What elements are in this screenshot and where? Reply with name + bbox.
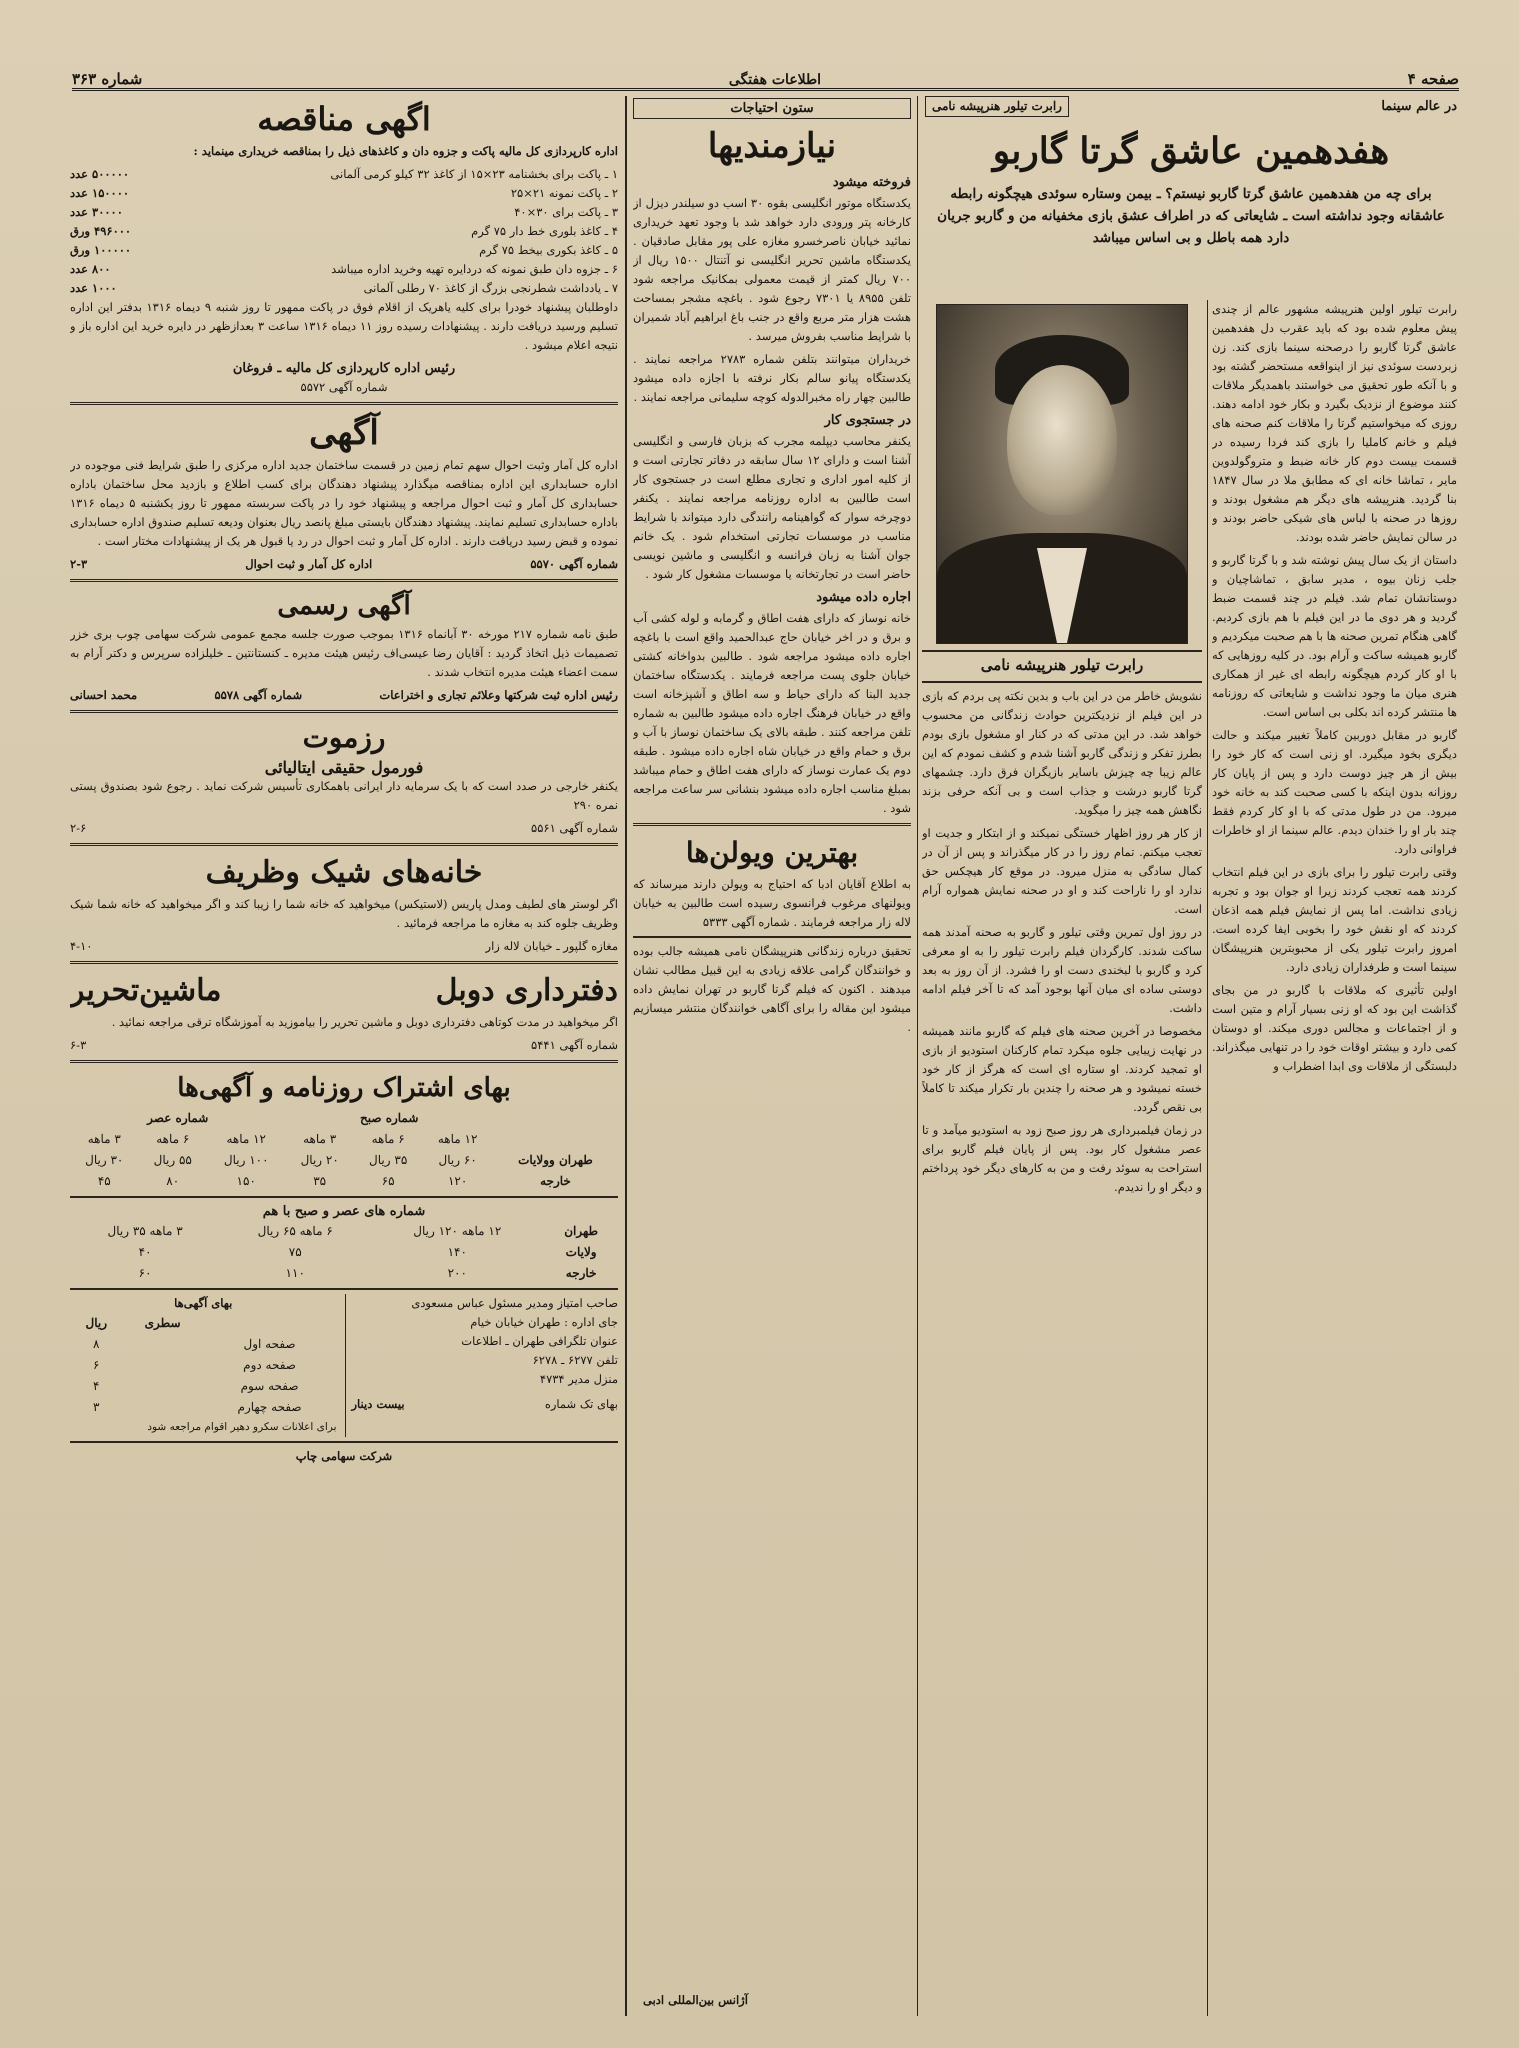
blank-cell (493, 1129, 618, 1150)
info-line: تلفن ۶۲۷۷ ـ ۶۲۷۸ (532, 1353, 618, 1367)
divider (70, 1060, 618, 1063)
tender-notice-number: شماره آگهی ۵۵۷۲ (300, 380, 388, 394)
printer-credit: شرکت سهامی چاپ (295, 1449, 393, 1463)
price-cell: ۵۵ ریال (153, 1153, 192, 1167)
typing-ad-title-right: دفترداری دوبل (435, 973, 618, 1008)
photo-face (1007, 365, 1117, 515)
rezmut-title: رزموت (302, 721, 386, 754)
price-cell: ۶۵ (381, 1174, 395, 1188)
price-cell: ۱۰۰ ریال (223, 1153, 269, 1167)
paragraph: گاربو در مقابل دوربین کاملاً تغییر میکند و حالت دیگری بخود میگیرد. او زنی است که کار خود را بیش از هر چیز دوست دارد و پس از پایان کار روزانه بدون اینکه با کسی صحبت کند به خانه خود میرود. من در طول مدتی که با او کار کردم فقط چند بار او را خندان دیدم. عالم سینما از او خاطرات فراوانی دارد. (1212, 728, 1457, 856)
official-notice-sign-right: رئیس اداره ثبت شرکتها وعلائم تجاری و اختراعات (379, 688, 618, 702)
ad-price-head-cell: ریال (85, 1316, 108, 1330)
tender-item-text: ۴ ـ کاغذ بلوری خط دار ۷۵ گرم (471, 224, 618, 238)
ad-price-cell: ۶ (93, 1358, 100, 1372)
tender-item-text: ۱ ـ پاکت برای بخشنامه ۲۳×۱۵ از کاغذ ۳۲ کیلو کرمی آلمانی (330, 167, 618, 181)
ad-page-cell: صفحه اول (243, 1337, 296, 1351)
paragraph: از کار هر روز اظهار خستگی نمیکند و از ابتکار و جدیت او تعجب میکنم. تمام روز را در کار میگذراند و پس از آن در کمال سادگی به منزل میرود. در موقع کار هیچکس حق ندارد او را ناراحت کند و او در صحنه نمایش همواره آرام است. (922, 826, 1202, 916)
price-cell: ۲۰ ریال (300, 1153, 339, 1167)
classifieds-title: نیازمندیها (707, 126, 837, 166)
official-notice-body: طبق نامه شماره ۲۱۷ مورخه ۳۰ آبانماه ۱۳۱۶ بموجب صورت جلسه مجمع عمومی شرکت سهامی چوب بری خزر تصمیمات ذیل اتخاذ گردید : آقایان رضا عیسی‌اف رئیس هیئت مدیره ـ کنستانتین ـ خلیلزاده سرپرس و دکتر آرام به سمت اعضاء هیئت مدیره انتخاب شدند . (70, 627, 618, 679)
houses-ad-title: خانه‌های شیک وظریف (205, 855, 483, 890)
houses-ad-sign: مغازه گلپور ـ خیابان لاله زار (485, 939, 618, 953)
tender-item-qty: ۱۰۰۰۰۰ ورق (70, 243, 132, 257)
period-row (70, 1129, 618, 1150)
rezmut-number: شماره آگهی ۵۵۶۱ (531, 821, 618, 835)
tender-item-qty: ۳۰۰۰۰ عدد (70, 205, 123, 219)
official-notice-footer (70, 686, 618, 705)
period-cell: ۶ ماهه (371, 1132, 405, 1146)
paragraph: تحقیق درباره زندگانی هنرپیشگان نامی همیشه جالب بوده و خوانندگان گرامی علاقه زیادی به این قبیل مطالب نشان میدهند . اکنون که فیلم گرتا گاربو در تهران نمایش داده میشود این مقاله را برای آگاهی خوانندگان منتشر میسازیم . (633, 944, 911, 1034)
paragraph: نشویش خاطر من در این باب و بدین نکته پی بردم که بازی در این فیلم از نزدیکترین حوادث زندگانی من محسوب خواهد شد. در این مدتی که در کنار او مشغول بازی بودم بطرز تفکر و زندگی گاربو آشنا شدم و کشف نمودم که این عالم زیبا چه چیزش باسایر بازیگران فرق دارد. چشمهای گرتا گاربو درشت و جذاب است و بی آنکه حرفی بزند نگاهش همه چیز را میگوید. (922, 689, 1202, 817)
divider (70, 1288, 618, 1290)
row-label: طهران وولایات (518, 1153, 593, 1167)
price-cell: ۶۰ (138, 1266, 152, 1280)
tender-item (70, 241, 618, 260)
rezmut-sub: فورمول حقیقی ایتالیائی (264, 758, 424, 777)
typing-ad-footer (70, 1036, 618, 1055)
tender-item-qty: ۴۹۶۰۰۰ ورق (70, 224, 132, 238)
price-cell: ۶ ماهه ۶۵ ریال (257, 1224, 333, 1238)
tender-item (70, 203, 618, 222)
paragraph: داستان از یک سال پیش نوشته شد و با گرتا گاربو و جلب زنان بیوه ، مدیر سابق ، تماشاچیان و دوستانشان تمام شد. فیلم در چند قسمت ضبط گردید و هر دوی ما در این فیلم با هم بازی کردیم. گاهی هنگام تمرین صحنه ها با هم صحبت میکردیم و گاربو همیشه ساکت و آرام بود. در کلیه روزهایی که با او کار کردم هیچگونه رابطه ای غیر از همکاری هنری میان ما وجود نداشت و شایعاتی که روزنامه ها منتشر کرده اند بکلی بی اساس است. (1212, 553, 1457, 719)
ad-page-cell: صفحه چهارم (237, 1400, 302, 1414)
price-cell: ۳۰ ریال (85, 1153, 124, 1167)
paragraph: وقتی رابرت تیلور را برای بازی در این فیلم انتخاب کردند همه تعجب کردند زیرا او جوان بود و تجربه زیادی نداشت. اما پس از نمایش فیلم همه اذعان کردند که او نقش خود را بخوبی ایفا کرده است. امروز رابرت تیلور یکی از محبوبترین هنرپیشگان سینما است و طرفداران زیادی دارد. (1212, 865, 1457, 974)
info-line: صاحب امتیاز ومدیر مسئول عباس مسعودی (411, 1296, 618, 1310)
tender-item-qty: ۵۰۰۰۰۰ عدد (70, 167, 130, 181)
classified-text: خریداران میتوانند بتلفن شماره ۲۷۸۳ مراجعه نمایند . یکدستگاه پیانو سالم بکار نرفته با اجازه داده میشود طالبین چهار راه مخبرالدوله کوچه سلیمانی مراجعه نمایند . (633, 352, 911, 404)
asr-head: شماره عصر (147, 1111, 209, 1125)
ad-prices-title: بهای آگهی‌ها (174, 1296, 233, 1310)
paragraph: در روز اول تمرین وقتی تیلور و گاربو به صحنه آمدند همه ساکت شدند. کارگردان فیلم رابرت تیلور را به او معرفی کرد و گاربو با لبخندی دست او را فشرد. از آن روز به بعد دوستی ساده ای میان آنها بوجود آمد که تا آخر فیلم ادامه داشت. (922, 925, 1202, 1015)
ad-price-note: برای اعلانات سکرو دهیر اقوام مراجعه شود (147, 1421, 337, 1433)
price-cell: ۴۵ (97, 1174, 111, 1188)
ad-page-cell: صفحه سوم (240, 1379, 299, 1393)
ad-price-row (70, 1334, 337, 1355)
blank-cell (123, 1355, 203, 1376)
notice-signature: اداره کل آمار و ثبت احوال (245, 557, 373, 571)
divider (70, 961, 618, 964)
publisher-info (345, 1294, 619, 1437)
blank-cell (493, 1108, 618, 1129)
rezmut-code: ۲-۶ (70, 821, 87, 835)
tender-item-text: ۶ ـ جزوه دان طبق نمونه که دردایره تهیه وخرید اداره میباشد (331, 262, 618, 276)
tender-item (70, 279, 618, 298)
ad-price-head (70, 1313, 337, 1334)
row-label: خارجه (540, 1174, 571, 1188)
price-cell: ۳۵ (313, 1174, 327, 1188)
tender-item-text: ۲ ـ پاکت نمونه ۲۱×۲۵ (510, 186, 618, 200)
price-cell: ۴۰ (138, 1245, 152, 1259)
divider (70, 1441, 618, 1443)
row-label: ولایات (565, 1245, 597, 1259)
info-line: منزل مدیر ۴۷۳۴ (539, 1372, 618, 1386)
page-number: صفحه ۴ (1407, 70, 1459, 88)
tender-item-qty: ۸۰۰ عدد (70, 262, 111, 276)
byline-box: رابرت تیلور هنرپیشه نامی (925, 96, 1069, 117)
single-issue-label: بهای تک شماره (544, 1397, 618, 1411)
headline: هفدهمین عاشق گرتا گاربو (992, 130, 1390, 172)
paragraph: در زمان فیلمبرداری هر روز صبح زود به استودیو میآمد و تا عصر مشغول کار بود. پس از پایان فیلم گاربو برای استراحت به سوئد رفت و من به کارهای دیگر خود پرداختم و دیگر او را ندیدم. (922, 1123, 1202, 1194)
blank-cell (123, 1334, 203, 1355)
tender-item-text: ۵ ـ کاغذ بکوری بیخط ۷۵ گرم (479, 243, 618, 257)
tender-item-text: ۳ ـ پاکت برای ۳۰×۴۰ (514, 205, 618, 219)
price-cell: ۶۰ ریال (438, 1153, 477, 1167)
classified-text: یکنفر محاسب دیپلمه مجرب که بزبان فارسی و انگلیسی آشنا است و دارای ۱۲ سال سابقه در دفاتر تجارتی است و از کلیه امور اداری و تجاری مطلع است در جستجوی کار است طالبین به اداره روزنامه مراجعه نمایند . یکنفر دوچرخه سوار که گواهینامه رانندگی دارد میتواند با شرایط مناسب در موسسات تجارتی استخدام شود . یک خانم جوان آشنا به زبان فرانسه و انگلیسی و ماشین نویسی حاضر است در تجارتخانه یا موسسات مشغول کار شود . (633, 434, 911, 581)
price-cell: ۱۲ ماهه ۱۲۰ ریال (413, 1224, 502, 1238)
combined-table (70, 1221, 618, 1284)
combined-head: شماره های عصر و صبح با هم (262, 1204, 426, 1219)
divider (633, 936, 911, 938)
ad-price-cell: ۳ (93, 1400, 100, 1414)
subhead: برای چه من هفدهمین عاشق گرتا گاربو نیستم؟ ـ بیمن وستاره سوئدی هیچگونه رابطه عاشقانه وجود نداشته است ـ شایعاتی که در اطراف عشق بازی مخفیانه من و گاربو جریان دارد همه باطل و بی اساس میباشد (937, 186, 1445, 246)
photo-caption: رابرت تیلور هنرپیشه نامی (980, 656, 1144, 674)
ad-price-row (70, 1355, 337, 1376)
notice-footer (70, 555, 618, 574)
column-divider (625, 96, 627, 2016)
ad-price-row (70, 1397, 337, 1418)
section-label: در عالم سینما (1381, 99, 1457, 114)
houses-ad-code: ۴-۱۰ (70, 939, 93, 953)
paragraph: رابرت تیلور اولین هنرپیشه مشهور عالم از چندی پیش معلوم شده بود که باید عقرب دل هفدهمین عاشق گرتا گاربو را درصحنه سینما بازی کند. زن زبردست سوئدی نیز از اینواقعه مستحضر گشته بود و با آنکه طور تحقیق می خواستند باهمدیگر ملاقات کنند موضوع از نزدیک بگیرد و بکار خود ادامه دهند. روزی که میخواستیم گرتا را ملاقات کنم صحنه های فیلم و خانم کاملیا را بازی کند فردا رسیده در قسمت بیست دوم کار خانه ضبط و متروگولدوین مایر ، تماشا خانه ای که مطابق ملا در سال ۱۸۴۷ بنا گردید. هنرپیشه های دیگر هم مشغول بودند و روزها در صحنه با لباس های شیکی حاضر بودند و در سالن نمایش حاضر شده بودند. (1212, 302, 1457, 544)
classified-text: یکدستگاه موتور انگلیسی بقوه ۳۰ اسب دو سیلندر دیزل از کارخانه پتر ورودی دارد خواهد شد با وجود تعهد خریداری نمائید خیابان ناصرخسرو مغازه علی پور مقابل صادقیان . یکدستگاه ماشین تحریر انگلیسی نو آتنتال ۱۵۰۰ ریال از ۷۰۰ ریال کمتر از قیمت معمولی بمکانیک مراجعه شود تلفن ۸۹۵۵ یا ۷۳۰۱ رجوع شود . باغچه مشجر بمساحت هشت هزار متر مربع واقع در جنب باغ ابراهیم آباد شمیران با شرایط مناسب بفروش میرسد . (633, 196, 911, 343)
column-divider (917, 96, 918, 2016)
masthead: اطلاعات هفتگی (728, 72, 822, 88)
tender-item (70, 184, 618, 203)
typing-ad-code: ۶-۳ (70, 1038, 87, 1052)
combined-row (70, 1242, 618, 1263)
price-cell: ۱۱۰ (285, 1266, 305, 1280)
price-cell: ۱۴۰ (447, 1245, 467, 1259)
blank-cell (203, 1313, 337, 1334)
notice-number: شماره آگهی ۵۵۷۰ (530, 557, 618, 571)
price-cell: ۱۲۰ (447, 1174, 468, 1188)
price-row (70, 1150, 618, 1171)
price-cell: ۸۰ (166, 1174, 180, 1188)
combined-row (70, 1263, 618, 1284)
row-label: طهران (564, 1224, 599, 1238)
tender-item (70, 222, 618, 241)
divider (70, 1196, 618, 1198)
column-divider (1207, 300, 1208, 2016)
subscription-head-row (70, 1108, 618, 1129)
footer-block (70, 1294, 618, 1437)
blank-cell (123, 1397, 203, 1418)
ad-prices-table (70, 1313, 337, 1418)
price-cell: ۱۵۰ (236, 1174, 256, 1188)
blank-cell (123, 1376, 203, 1397)
divider (922, 681, 1202, 683)
ad-price-head-cell: سطری (144, 1316, 181, 1330)
subsection-job-seeking: در جستجوی کار (824, 413, 911, 428)
houses-ad-footer (70, 937, 618, 956)
portrait-photo (936, 304, 1188, 644)
price-cell: ۷۵ (288, 1245, 302, 1259)
info-line: جای اداره : طهران خیابان خیام (470, 1315, 618, 1329)
subsection-for-rent: اجاره داده میشود (816, 590, 911, 605)
sobh-head: شماره صبح (359, 1111, 419, 1125)
price-cell: ۳ ماهه ۳۵ ریال (107, 1224, 183, 1238)
price-row (70, 1171, 618, 1192)
tender-item-qty: ۱۰۰۰ عدد (70, 281, 117, 295)
article-cinema (925, 96, 1457, 296)
tender-item-qty: ۱۵۰۰۰۰ عدد (70, 186, 130, 200)
tender-item (70, 165, 618, 184)
ad-price-cell: ۸ (93, 1337, 100, 1351)
divider (70, 710, 618, 713)
divider (922, 650, 1202, 652)
typing-ad-body: اگر میخواهید در مدت کوتاهی دفترداری دوبل و ماشین تحریر را بیاموزید به آموزشگاه ترقی مراجعه نمائید . (111, 1015, 618, 1029)
tender-item (70, 260, 618, 279)
divider (70, 402, 618, 405)
combined-row (70, 1221, 618, 1242)
issue-number: شماره ۳۶۳ (72, 70, 143, 88)
official-notice-sign-left: محمد احسانی (70, 688, 138, 702)
subsection-for-sale: فروخته میشود (832, 175, 911, 190)
notice-title: آگهی (309, 413, 379, 453)
article-cinema-col2 (922, 300, 1202, 2016)
rezmut-body: یکنفر خارجی در صدد است که با یک سرمایه دار ایرانی باهمکاری تأسیس شرکت نماید . رجوع شود بصندوق پستی نمره ۲۹۰ (70, 779, 618, 812)
notice-code: ۲-۳ (70, 557, 88, 571)
tender-signature: رئیس اداره کارپردازی کل مالیه ـ فروغان (232, 361, 456, 376)
typing-ad-title (70, 969, 618, 1013)
classified-text: خانه نوساز که دارای هفت اطاق و گرمابه و لوله کشی آب و برق و در اخر خیابان حاج عبدالحمید واقع است با باغچه اجاره داده میشود مراجعه شود . طالبین بدواخانه کشتی خیابان جلوی پست مراجعه فرمایند . یکدستگاه ساختمان جدید البنا که دارای حیاط و سه اطاق و آشپزخانه است واقع در خیابان فرهنگ اجاره داده میشود طالبین به شماره تلفن مراجعه کنند . طبقه بالای یک ساختمان نوساز با آب و برق و حمام واقع در خیابان شاه اجاره داده میشود . طبقه دوم یک عمارت نوساز که دارای هفت اطاق و حمام میباشد بمبلغ مناسب اجاره داده میشود بنشانی سر ساعت مراجعه شود . (633, 611, 911, 815)
article-cinema-col1 (1212, 300, 1457, 2016)
tender-items (70, 165, 618, 298)
ad-price-cell: ۴ (93, 1379, 100, 1393)
tender-title: اگهی مناقصه (257, 100, 431, 138)
page-header (72, 62, 1459, 91)
divider (70, 843, 618, 846)
tender-lead: اداره کارپردازی کل مالیه پاکت و جزوه دان و کاغذهای ذیل را بمناقصه خریداری مینماید : (193, 144, 618, 158)
rezmut-footer (70, 819, 618, 838)
period-cell: ۶ ماهه (156, 1132, 190, 1146)
section-label: ستون احتیاجات (633, 98, 911, 119)
violin-ad-title: بهترین ویولن‌ها (685, 836, 859, 869)
divider (633, 823, 911, 826)
notice-body: اداره کل آمار وثبت احوال سهم تمام زمین در قسمت ساختمان جدید اداره مرکزی را طبق شرایط فنی موجوده در اداره حسابداری این اداره بمناقصه میگذارد پیشنهاد دهندگان برای کسب اطلاع و بازدید محل ساختمان باداره حسابداری کل آمار و ثبت احوال مراجعه و پیشنهاد خود را در پاکت سربسته ممهور تا روز یکشنبه ۵ دیماه ۱۳۱۶ باداره حسابداری تسلیم نمایند. پیشنهاد دهندگان بایستی مبلغ پانصد ریال بعنوان ودیعه تسلیم صندوق اداره حسابداری نموده و قبض رسید دریافت دارند . اداره کل آمار و ثبت احوال در رد یا قبول هر یک از پیشنهادات مختار است . (70, 458, 618, 548)
period-cell: ۳ ماهه (87, 1132, 121, 1146)
typing-ad-number: شماره آگهی ۵۴۴۱ (531, 1038, 618, 1052)
period-cell: ۳ ماهه (303, 1132, 337, 1146)
typing-ad-title-left: ماشین‌تحریر (70, 973, 222, 1008)
notices-column (70, 96, 618, 2016)
price-cell: ۳۵ ریال (369, 1153, 408, 1167)
official-notice-number: شماره آگهی ۵۵۷۸ (214, 688, 303, 702)
info-line: عنوان تلگرافی طهران ـ اطلاعات (461, 1334, 618, 1348)
period-cell: ۱۲ ماهه (437, 1132, 478, 1146)
ad-page-cell: صفحه دوم (243, 1358, 296, 1372)
divider (70, 579, 618, 582)
official-notice-title: آگهی رسمی (277, 591, 411, 621)
classifieds-column (633, 96, 911, 2016)
single-issue (352, 1395, 619, 1414)
single-issue-price: بیست دینار (351, 1397, 405, 1411)
price-cell: ۲۰۰ (447, 1266, 467, 1280)
tender-item-text: ۷ ـ یادداشت شطرنجی بزرگ از کاغذ ۷۰ رطلی آلمانی (363, 281, 618, 295)
paragraph: مخصوصا در آخرین صحنه های فیلم که گاربو مانند همیشه در نهایت زیبایی جلوه میکرد تمام کارکنان استودیو از بازی او تمجید کردند. او ستاره ای است که هرگز از کار خود خسته نمیشود و هر صحنه را چندین بار تکرار میکند تا کاملاً بی نقص گردد. (922, 1024, 1202, 1114)
agency-footer: آژانس بین‌المللی ادبی (643, 1993, 748, 2007)
houses-ad-body: اگر لوستر های لطیف ومدل پاریس (لاستیکس) میخواهید که خانه شما را زیبا کند و اگر میخواهید که خانه شما شیک وظریف جلوه کند به مغازه ما مراجعه فرمائید . (70, 897, 618, 930)
tender-body: داوطلبان پیشنهاد خودرا برای کلیه یاهریک از اقلام فوق در پاکت ممهور تا روز شنبه ۹ دیماه ۱۳۱۶ بدفتر این اداره تسلیم ورسید دریافت دارند . پیشنهادات رسیده روز ۱۱ دیماه ۱۳۱۶ ساعت ۳ بعدازظهر در دایره خرید این اداره باز و نتیجه اعلام میشود . (70, 300, 618, 352)
row-label: خارجه (565, 1266, 597, 1280)
violin-ad-body: به اطلاع آقایان ادبا که احتیاج به ویولن دارند میرساند که ویولنهای مرغوب فرانسوی رسیده است طالبین به خیابان لاله زار مراجعه فرمایند . شماره آگهی ۵۳۳۳ (633, 877, 911, 929)
paragraph: اولین تأثیری که ملاقات با گاربو در من بجای گذاشت این بود که او زنی بسیار آرام و متین است و از اجتماعات و مجالس دوری میکند. او دوستان کمی دارد و بیشتر اوقات خود را در تنهایی میگذراند. دلبستگی از ملاقات وی ابدا اضطراب و (1212, 983, 1457, 1073)
ad-price-row (70, 1376, 337, 1397)
subscription-title: بهای اشتراک روزنامه و آگهی‌ها (177, 1073, 511, 1103)
ad-prices (70, 1294, 337, 1437)
subscription-table (70, 1108, 618, 1192)
period-cell: ۱۲ ماهه (226, 1132, 266, 1146)
